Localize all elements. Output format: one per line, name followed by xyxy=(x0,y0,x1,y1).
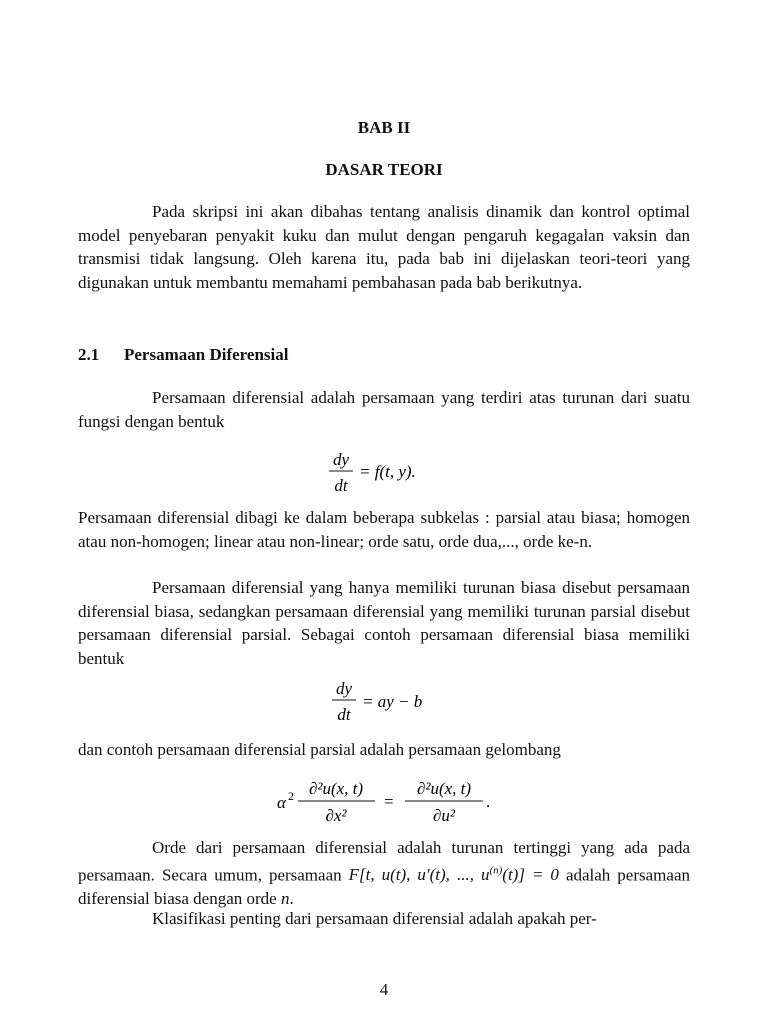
equation-first-order-svg xyxy=(78,448,690,506)
eq3-equals: = xyxy=(384,792,394,811)
order-text-end: . xyxy=(289,888,294,908)
equation-first-order xyxy=(78,448,690,506)
section-heading xyxy=(78,343,288,367)
eq3-rhs-denominator: ∂u² xyxy=(433,806,455,825)
page-number: 4 xyxy=(379,980,389,999)
eq2-rhs: = ay − b xyxy=(362,692,423,711)
order-text-after: adalah persamaan diferensial biasa dengan orde xyxy=(78,865,690,908)
order-general-form-tail: (t)] = 0 xyxy=(502,865,559,885)
section-title: Persamaan Diferensial xyxy=(124,345,289,364)
order-text-before: Orde dari persamaan diferensial adalah turunan tertinggi yang ada pada persamaan. Secara umum, persamaan xyxy=(78,838,690,885)
eq3-lhs-numerator: ∂²u(x, t) xyxy=(308,779,364,798)
order-general-form xyxy=(349,865,559,884)
eq1-numerator: dy xyxy=(332,450,350,469)
order-variable-n: n xyxy=(280,888,290,908)
eq1-denominator: dt xyxy=(334,476,348,495)
equation-linear-ode xyxy=(78,677,690,735)
equation-wave xyxy=(78,774,690,832)
eq3-rhs-numerator: ∂²u(x, t) xyxy=(416,779,472,798)
equation-linear-ode-svg xyxy=(78,677,690,735)
paragraph-definition: Persamaan diferensial adalah persamaan yang terdiri atas turunan dari suatu fungsi dengan bentuk xyxy=(78,388,690,431)
intro-paragraph: Pada skripsi ini akan dibahas tentang analisis dinamik dan kontrol optimal model penyebaran penyakit kuku dan mulut dengan pengaruh kegagalan vaksin dan transmisi tidak langsung. Oleh karena itu, pada bab ini dijelaskan teori-teori yang digunakan untuk membantu memahami pembahasan pada bab berikutnya. xyxy=(78,202,690,292)
eq2-numerator: dy xyxy=(335,679,353,698)
eq3-period: . xyxy=(486,792,491,811)
document-page xyxy=(78,0,690,1024)
chapter-title: DASAR TEORI xyxy=(325,160,443,179)
eq2-denominator: dt xyxy=(337,705,351,724)
paragraph-wave-intro: dan contoh persamaan diferensial parsial adalah persamaan gelombang xyxy=(78,740,561,759)
paragraph-order xyxy=(78,836,690,910)
order-general-form-superscript: (n) xyxy=(489,864,503,877)
eq1-rhs: = f(t, y). xyxy=(359,462,416,481)
equation-wave-svg xyxy=(78,774,690,832)
eq3-coefficient: α xyxy=(277,793,286,812)
section-number: 2.1 xyxy=(78,345,100,364)
chapter-label: BAB II xyxy=(357,118,411,137)
paragraph-ode-pde: Persamaan diferensial yang hanya memiliki turunan biasa disebut persamaan diferensial biasa, sedangkan persamaan diferensial yang memiliki turunan parsial disebut persamaan diferensial parsial. Sebagai contoh persamaan diferensial biasa memiliki bentuk xyxy=(78,578,690,668)
eq3-lhs-denominator: ∂x² xyxy=(325,806,347,825)
paragraph-subclasses: Persamaan diferensial dibagi ke dalam beberapa subkelas : parsial atau biasa; homogen atau non-homogen; linear atau non-linear; orde satu, orde dua,..., orde ke-n. xyxy=(78,508,690,551)
order-general-form-main: F[t, u(t), u′(t), ..., u xyxy=(348,865,490,885)
paragraph-classification: Klasifikasi penting dari persamaan diferensial adalah apakah per- xyxy=(152,909,597,928)
eq3-coefficient-exponent: 2 xyxy=(288,789,294,803)
